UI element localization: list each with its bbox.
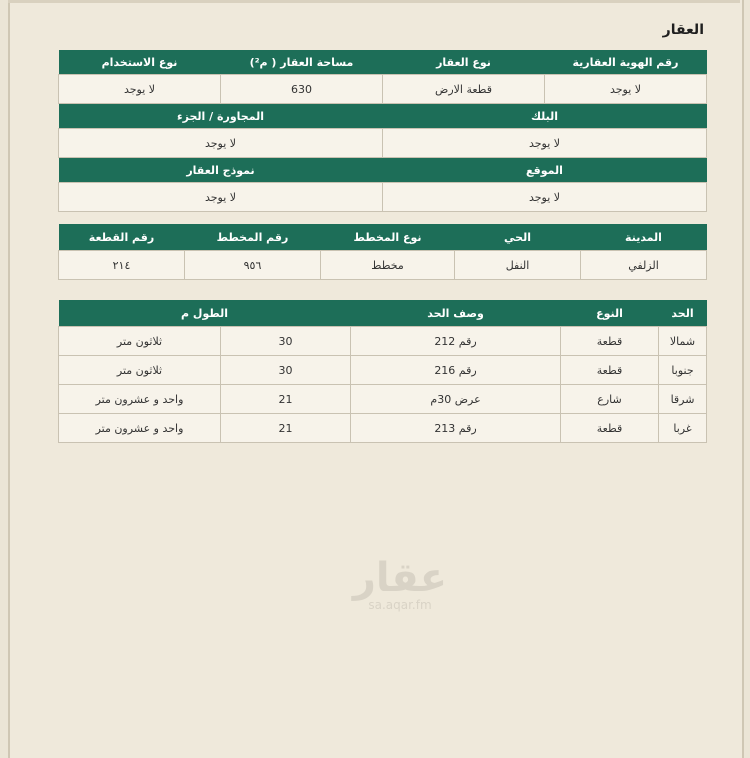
header-cell: رقم القطعة bbox=[59, 224, 185, 251]
value-cell: لا يوجد bbox=[59, 129, 383, 158]
header-cell: نموذج العقار bbox=[59, 158, 383, 183]
header-cell: الحي bbox=[455, 224, 581, 251]
boundaries-table bbox=[58, 300, 707, 443]
table-cell: 21 bbox=[221, 385, 351, 414]
header-cell: الموقع bbox=[383, 158, 707, 183]
table-cell: واحد و عشرون متر bbox=[59, 414, 221, 443]
value-row bbox=[59, 75, 707, 104]
header-cell: الطول م bbox=[59, 300, 351, 327]
table-cell: شارع bbox=[561, 385, 659, 414]
header-cell: البلك bbox=[383, 104, 707, 129]
value-cell: لا يوجد bbox=[383, 129, 707, 158]
table-cell: ثلاثون متر bbox=[59, 327, 221, 356]
value-row bbox=[59, 183, 707, 212]
header-row bbox=[59, 50, 707, 75]
value-cell: ٩٥٦ bbox=[185, 251, 321, 280]
watermark-url: sa.aqar.fm bbox=[368, 598, 432, 612]
table-cell: قطعة bbox=[561, 414, 659, 443]
header-cell: نوع المخطط bbox=[321, 224, 455, 251]
value-cell: ٢١٤ bbox=[59, 251, 185, 280]
table-row bbox=[59, 327, 707, 356]
table-cell: شرقا bbox=[659, 385, 707, 414]
header-cell: رقم الهوية العقارية bbox=[545, 50, 707, 75]
value-cell: لا يوجد bbox=[383, 183, 707, 212]
header-cell: المدينة bbox=[581, 224, 707, 251]
header-row bbox=[59, 104, 707, 129]
header-row bbox=[59, 158, 707, 183]
top-divider bbox=[8, 0, 740, 3]
watermark-logo: عقار bbox=[352, 555, 448, 601]
table-cell: شمالا bbox=[659, 327, 707, 356]
header-cell: مساحة العقار ( م²) bbox=[221, 50, 383, 75]
value-cell: الزلفي bbox=[581, 251, 707, 280]
table-cell: جنوبا bbox=[659, 356, 707, 385]
table-cell: قطعة bbox=[561, 356, 659, 385]
property-table bbox=[58, 50, 707, 212]
table-cell: 30 bbox=[221, 327, 351, 356]
table-cell: 30 bbox=[221, 356, 351, 385]
table-cell: رقم 216 bbox=[351, 356, 561, 385]
table-cell: ثلاثون متر bbox=[59, 356, 221, 385]
header-cell: وصف الحد bbox=[351, 300, 561, 327]
value-cell: لا يوجد bbox=[59, 183, 383, 212]
table-cell: قطعة bbox=[561, 327, 659, 356]
header-row bbox=[59, 300, 707, 327]
value-cell: قطعة الارض bbox=[383, 75, 545, 104]
header-cell: الحد bbox=[659, 300, 707, 327]
value-cell: مخطط bbox=[321, 251, 455, 280]
plan-table bbox=[58, 224, 707, 280]
table-row bbox=[59, 414, 707, 443]
value-row bbox=[59, 129, 707, 158]
table-cell: عرض 30م bbox=[351, 385, 561, 414]
value-cell: 630 bbox=[221, 75, 383, 104]
value-cell: لا يوجد bbox=[59, 75, 221, 104]
table-row bbox=[59, 356, 707, 385]
header-cell: نوع العقار bbox=[383, 50, 545, 75]
table-cell: واحد و عشرون متر bbox=[59, 385, 221, 414]
value-row bbox=[59, 251, 707, 280]
header-row bbox=[59, 224, 707, 251]
table-cell: رقم 213 bbox=[351, 414, 561, 443]
table-row bbox=[59, 385, 707, 414]
table-cell: غربا bbox=[659, 414, 707, 443]
value-cell: لا يوجد bbox=[545, 75, 707, 104]
header-cell: النوع bbox=[561, 300, 659, 327]
header-cell: نوع الاستخدام bbox=[59, 50, 221, 75]
header-cell: المجاورة / الجزء bbox=[59, 104, 383, 129]
table-cell: رقم 212 bbox=[351, 327, 561, 356]
section-title: العقار bbox=[662, 22, 704, 38]
value-cell: النفل bbox=[455, 251, 581, 280]
header-cell: رقم المخطط bbox=[185, 224, 321, 251]
table-cell: 21 bbox=[221, 414, 351, 443]
